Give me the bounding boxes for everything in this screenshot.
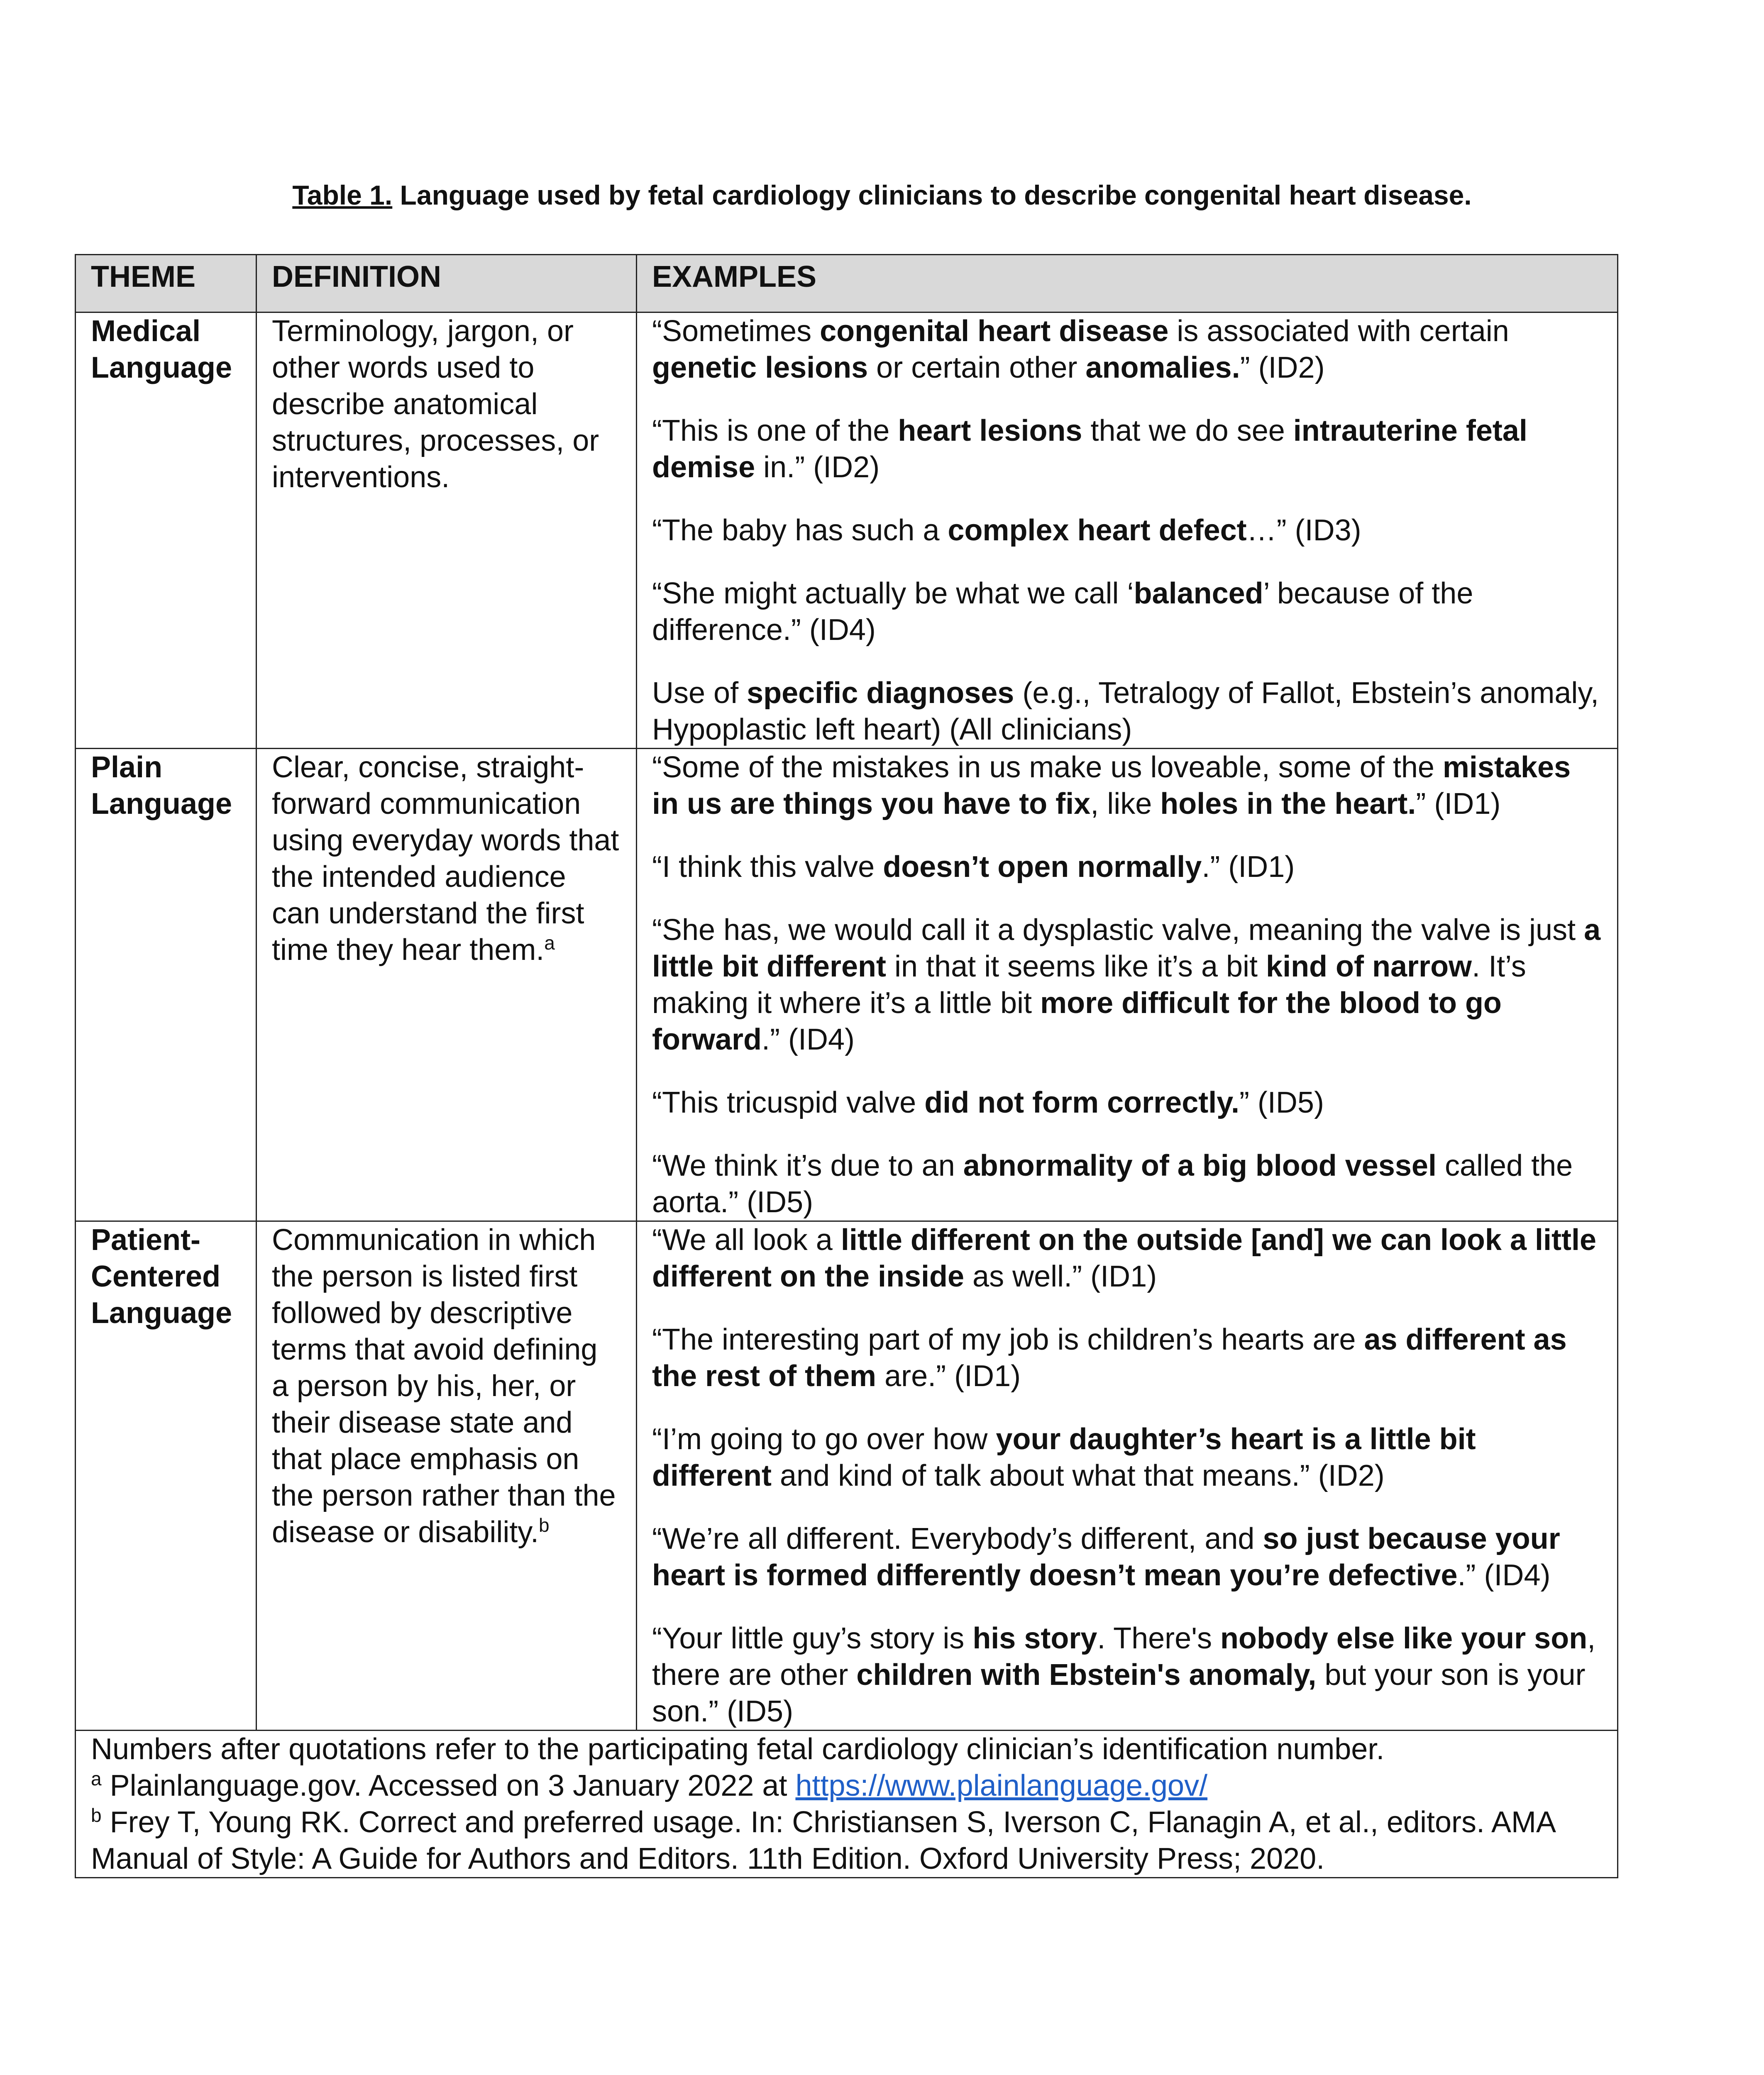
example-text: …” (ID3) <box>1246 514 1361 547</box>
definition-text: Terminology, jargon, or other words used to describe anatomical structures, processes, or interventions. <box>272 315 599 494</box>
example-quote <box>652 675 1602 748</box>
table-title-text: Language used by fetal cardiology clinicians to describe congenital heart disease. <box>392 180 1472 210</box>
table-title-label: Table 1. <box>292 180 393 210</box>
example-emphasis: more difficult for the blood to go forward <box>652 986 1502 1056</box>
definition-text: Communication in which the person is listed first followed by descriptive terms that avoid defining a person by his, her, or their disease state and that place emphasis on the person rather than the disease or disability. <box>272 1223 616 1549</box>
header-row <box>76 255 1618 312</box>
example-text: called the aorta.” (ID5) <box>652 1149 1573 1219</box>
example-emphasis: so just because your heart is formed differently doesn’t mean you’re defective <box>652 1522 1560 1592</box>
example-emphasis: anomalies. <box>1085 351 1240 384</box>
header-definition: DEFINITION <box>257 255 637 312</box>
example-text: “This tricuspid valve <box>652 1086 925 1119</box>
example-text: are.” (ID1) <box>876 1360 1021 1393</box>
header-theme: THEME <box>76 255 257 312</box>
example-text: ’ because of the difference.” (ID4) <box>652 577 1473 647</box>
example-quote <box>652 1222 1602 1295</box>
example-text: “Some of the mistakes in us make us loveable, some of the <box>652 751 1443 784</box>
theme-cell: Plain Language <box>76 749 257 1221</box>
example-emphasis: a little bit different <box>652 913 1601 983</box>
example-text: as well.” (ID1) <box>964 1260 1157 1293</box>
footnotes-cell <box>76 1731 1618 1878</box>
example-text: in.” (ID2) <box>755 451 880 484</box>
example-text: .” (ID4) <box>762 1023 855 1056</box>
example-text: ” (ID5) <box>1239 1086 1324 1119</box>
example-text: “She has, we would call it a dysplastic valve, meaning the valve is just <box>652 913 1584 947</box>
footnote-a-marker: a <box>91 1768 102 1789</box>
example-quote <box>652 1321 1602 1394</box>
definition-cell <box>257 1221 637 1731</box>
example-text: “I think this valve <box>652 850 883 884</box>
plainlanguage-link[interactable]: https://www.plainlanguage.gov/ <box>795 1769 1208 1802</box>
example-text: but your son is your son.” (ID5) <box>652 1658 1586 1728</box>
definition-cell <box>257 749 637 1221</box>
example-text: “Your little guy’s story is <box>652 1622 973 1655</box>
example-emphasis: doesn’t open normally <box>883 850 1202 884</box>
example-quote <box>652 1084 1602 1121</box>
language-table <box>75 254 1618 1878</box>
footnote-marker: a <box>544 932 555 954</box>
example-emphasis: congenital heart disease <box>820 315 1169 348</box>
example-text: “She might actually be what we call ‘ <box>652 577 1134 610</box>
example-emphasis: children with Ebstein's anomaly, <box>856 1658 1317 1692</box>
example-emphasis: little different on the outside [and] we can look a little different on the inside <box>652 1223 1597 1293</box>
example-emphasis: abnormality of a big blood vessel <box>963 1149 1437 1182</box>
example-text: .” (ID4) <box>1457 1559 1551 1592</box>
table-row <box>76 312 1618 749</box>
footnote-a-text: Plainlanguage.gov. Accessed on 3 January 2022 at <box>101 1769 796 1802</box>
example-quote <box>652 313 1602 386</box>
example-text: “The baby has such a <box>652 514 948 547</box>
footnote-b-text: Frey T, Young RK. Correct and preferred usage. In: Christiansen S, Iverson C, Flanagin A, et al., editors. AMA Manual of Style: A Guide for Authors and Editors. 11th Edition. Oxford University Press; 2020. <box>91 1806 1555 1875</box>
example-text: Use of <box>652 676 747 710</box>
example-text: , like <box>1090 787 1161 820</box>
example-emphasis: balanced <box>1134 577 1263 610</box>
example-text: “Sometimes <box>652 315 820 348</box>
table-title <box>0 178 1764 212</box>
example-text: that we do see <box>1082 414 1293 447</box>
example-text: .” (ID1) <box>1202 850 1295 884</box>
example-quote <box>652 1521 1602 1594</box>
example-quote <box>652 1147 1602 1221</box>
example-emphasis: did not form correctly. <box>924 1086 1239 1119</box>
example-quote <box>652 512 1602 549</box>
example-text: . It’s making it where it’s a little bit <box>652 950 1526 1020</box>
example-quote <box>652 1620 1602 1730</box>
example-emphasis: kind of narrow <box>1266 950 1472 983</box>
example-emphasis: heart lesions <box>898 414 1082 447</box>
table-row <box>76 749 1618 1221</box>
example-quote <box>652 1421 1602 1494</box>
example-text: , there are other <box>652 1622 1596 1692</box>
example-text: is associated with certain <box>1168 315 1509 348</box>
footnote-b <box>91 1804 1602 1877</box>
example-emphasis: nobody else like your son <box>1220 1622 1588 1655</box>
footnote-b-marker: b <box>91 1804 102 1826</box>
theme-cell: Patient-Centered Language <box>76 1221 257 1731</box>
example-emphasis: holes in the heart. <box>1160 787 1416 820</box>
theme-cell: Medical Language <box>76 312 257 749</box>
examples-cell <box>637 1221 1618 1731</box>
table-row <box>76 1221 1618 1731</box>
example-emphasis: intrauterine fetal demise <box>652 414 1527 484</box>
example-text: in that it seems like it’s a bit <box>886 950 1266 983</box>
example-emphasis: complex heart defect <box>948 514 1247 547</box>
footnote-marker: b <box>538 1514 550 1536</box>
example-quote <box>652 912 1602 1058</box>
example-text: “We all look a <box>652 1223 841 1257</box>
example-emphasis: his story <box>972 1622 1097 1655</box>
example-text: and kind of talk about what that means.” (ID2) <box>772 1459 1385 1492</box>
example-text: ” (ID2) <box>1240 351 1325 384</box>
example-emphasis: your daughter’s heart is a little bit different <box>652 1423 1476 1492</box>
example-emphasis: as different as the rest of them <box>652 1323 1567 1393</box>
example-quote <box>652 575 1602 648</box>
example-text: “We think it’s due to an <box>652 1149 963 1182</box>
example-text: ” (ID1) <box>1416 787 1501 820</box>
example-quote <box>652 413 1602 486</box>
footnote-intro: Numbers after quotations refer to the participating fetal cardiology clinician’s identification number. <box>91 1733 1385 1766</box>
example-emphasis: mistakes in us are things you have to fix <box>652 751 1571 820</box>
example-text: “We’re all different. Everybody’s different, and <box>652 1522 1263 1555</box>
example-text: (e.g., Tetralogy of Fallot, Ebstein’s anomaly, Hypoplastic left heart) (All clinicians) <box>652 676 1599 746</box>
example-quote <box>652 849 1602 885</box>
header-examples: EXAMPLES <box>637 255 1618 312</box>
examples-cell <box>637 749 1618 1221</box>
example-text: “The interesting part of my job is children’s hearts are <box>652 1323 1364 1356</box>
examples-cell <box>637 312 1618 749</box>
example-emphasis: genetic lesions <box>652 351 868 384</box>
example-emphasis: specific diagnoses <box>747 676 1014 710</box>
example-text: “This is one of the <box>652 414 898 447</box>
example-text: “I’m going to go over how <box>652 1423 996 1456</box>
footnote-a <box>91 1767 1602 1804</box>
example-quote <box>652 749 1602 822</box>
footnote-row <box>76 1731 1618 1878</box>
example-text: or certain other <box>868 351 1086 384</box>
definition-text: Clear, concise, straight-forward communication using everyday words that the intended audience can understand the first time they hear them. <box>272 751 619 967</box>
definition-cell <box>257 312 637 749</box>
example-text: . There's <box>1097 1622 1220 1655</box>
